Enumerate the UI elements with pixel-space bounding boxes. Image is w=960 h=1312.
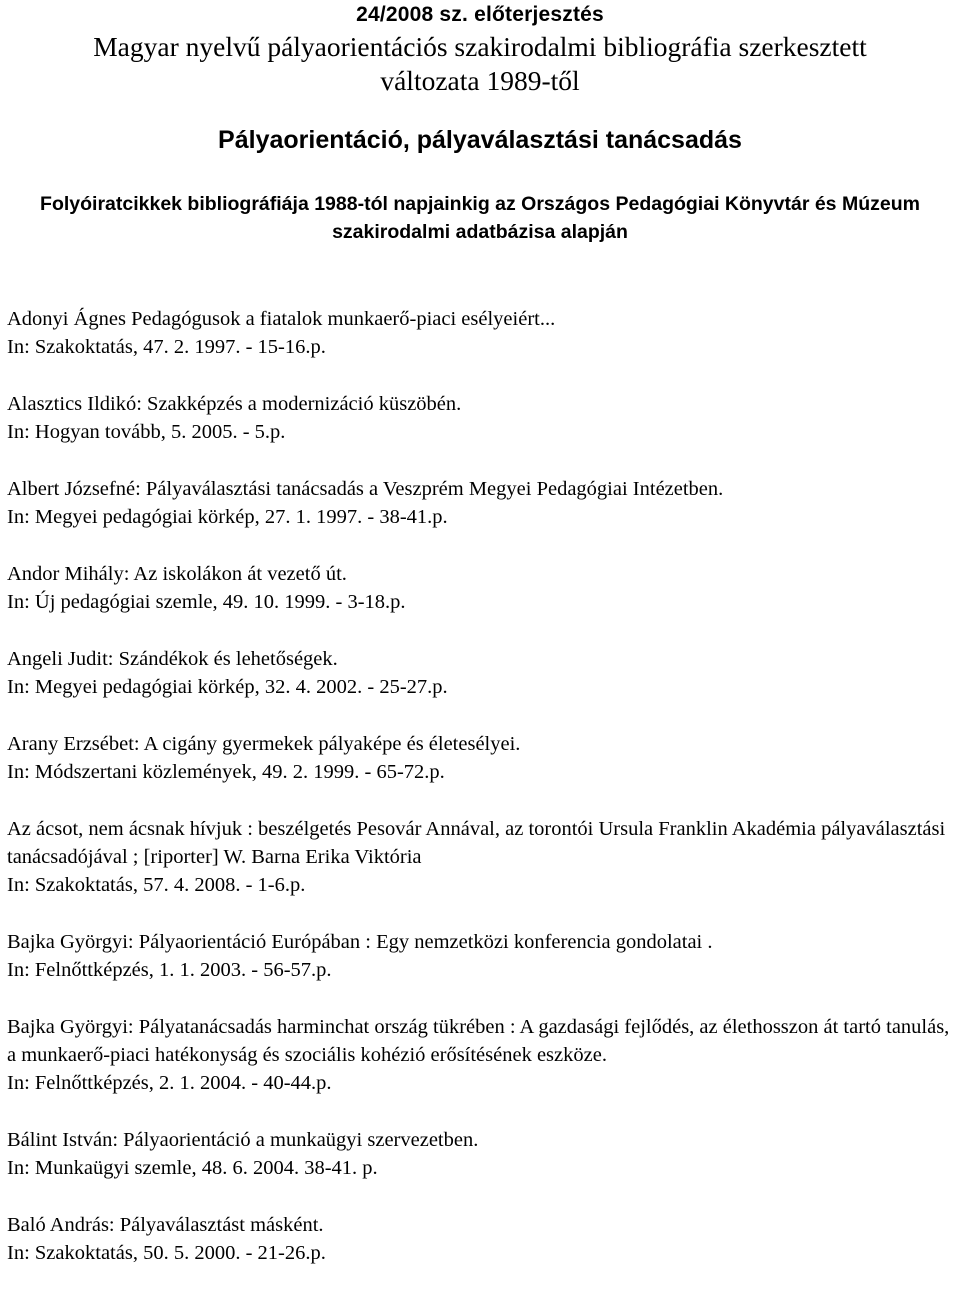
entry-source: In: Új pedagógiai szemle, 49. 10. 1999. - 3-18.p.: [7, 591, 406, 613]
bibliography-entry: [7, 645, 952, 701]
bibliography-entry: [7, 390, 952, 446]
entry-source: In: Hogyan tovább, 5. 2005. - 5.p.: [7, 421, 286, 443]
bibliography-entry: [7, 560, 952, 616]
source-note: Folyóiratcikkek bibliográfiája 1988-tól napjainkig az Országos Pedagógiai Könyvtár és Múzeum szakirodalmi adatbázisa alapján: [40, 193, 920, 243]
entry-title: Andor Mihály: Az iskolákon át vezető út.: [7, 563, 347, 585]
entry-source: In: Megyei pedagógiai körkép, 32. 4. 2002. - 25-27.p.: [7, 676, 448, 698]
entry-title: Az ácsot, nem ácsnak hívjuk : beszélgetés Pesovár Annával, az torontói Ursula Franklin Akadémia pályaválasztási tanácsadójával ; [riporter] W. Barna Erika Viktória: [7, 818, 946, 868]
entry-title: Bajka Györgyi: Pályatanácsadás harminchat ország tükrében : A gazdasági fejlődés, az élethosszon át tartó tanulás, a munkaerő-piaci hatékonyság és szociális kohézió erősítésének eszköze.: [7, 1016, 950, 1066]
entry-title: Alasztics Ildikó: Szakképzés a modernizáció küszöbén.: [7, 393, 462, 415]
bibliography-list: [7, 305, 952, 1296]
entry-source: In: Szakoktatás, 47. 2. 1997. - 15-16.p.: [7, 336, 326, 358]
bibliography-entry: [7, 730, 952, 786]
entry-title: Bálint István: Pályaorientáció a munkaügyi szervezetben.: [7, 1129, 479, 1151]
bibliography-entry: [7, 1013, 952, 1097]
bibliography-entry: [7, 1126, 952, 1182]
entry-title: Arany Erzsébet: A cigány gyermekek pályaképe és életesélyei.: [7, 733, 521, 755]
document-title-line-1: Magyar nyelvű pályaorientációs szakirodalmi bibliográfia szerkesztett: [93, 31, 867, 62]
entry-source: In: Munkaügyi szemle, 48. 6. 2004. 38-41. p.: [7, 1157, 378, 1179]
entry-title: Adonyi Ágnes Pedagógusok a fiatalok munkaerő-piaci esélyeiért...: [7, 308, 556, 330]
entry-source: In: Szakoktatás, 57. 4. 2008. - 1-6.p.: [7, 874, 306, 896]
bibliography-entry: [7, 475, 952, 531]
entry-source: In: Felnőttképzés, 2. 1. 2004. - 40-44.p.: [7, 1072, 332, 1094]
section-subtitle: Pályaorientáció, pályaválasztási tanácsadás: [218, 126, 742, 154]
document-title-line-2: változata 1989-től: [380, 65, 580, 96]
document-title: [0, 30, 960, 98]
bibliography-entry: [7, 815, 952, 899]
bibliography-entry: [7, 305, 952, 361]
document-id: 24/2008 sz. előterjesztés: [356, 3, 604, 26]
bibliography-entry: [7, 928, 952, 984]
entry-title: Baló András: Pályaválasztást másként.: [7, 1214, 324, 1236]
entry-title: Albert Józsefné: Pályaválasztási tanácsadás a Veszprém Megyei Pedagógiai Intézetben.: [7, 478, 724, 500]
entry-source: In: Szakoktatás, 50. 5. 2000. - 21-26.p.: [7, 1242, 326, 1264]
entry-title: Angeli Judit: Szándékok és lehetőségek.: [7, 648, 338, 670]
entry-title: Bajka Györgyi: Pályaorientáció Európában : Egy nemzetközi konferencia gondolatai .: [7, 931, 713, 953]
entry-source: In: Felnőttképzés, 1. 1. 2003. - 56-57.p.: [7, 959, 332, 981]
entry-source: In: Módszertani közlemények, 49. 2. 1999. - 65-72.p.: [7, 761, 445, 783]
bibliography-entry: [7, 1211, 952, 1267]
entry-source: In: Megyei pedagógiai körkép, 27. 1. 1997. - 38-41.p.: [7, 506, 448, 528]
